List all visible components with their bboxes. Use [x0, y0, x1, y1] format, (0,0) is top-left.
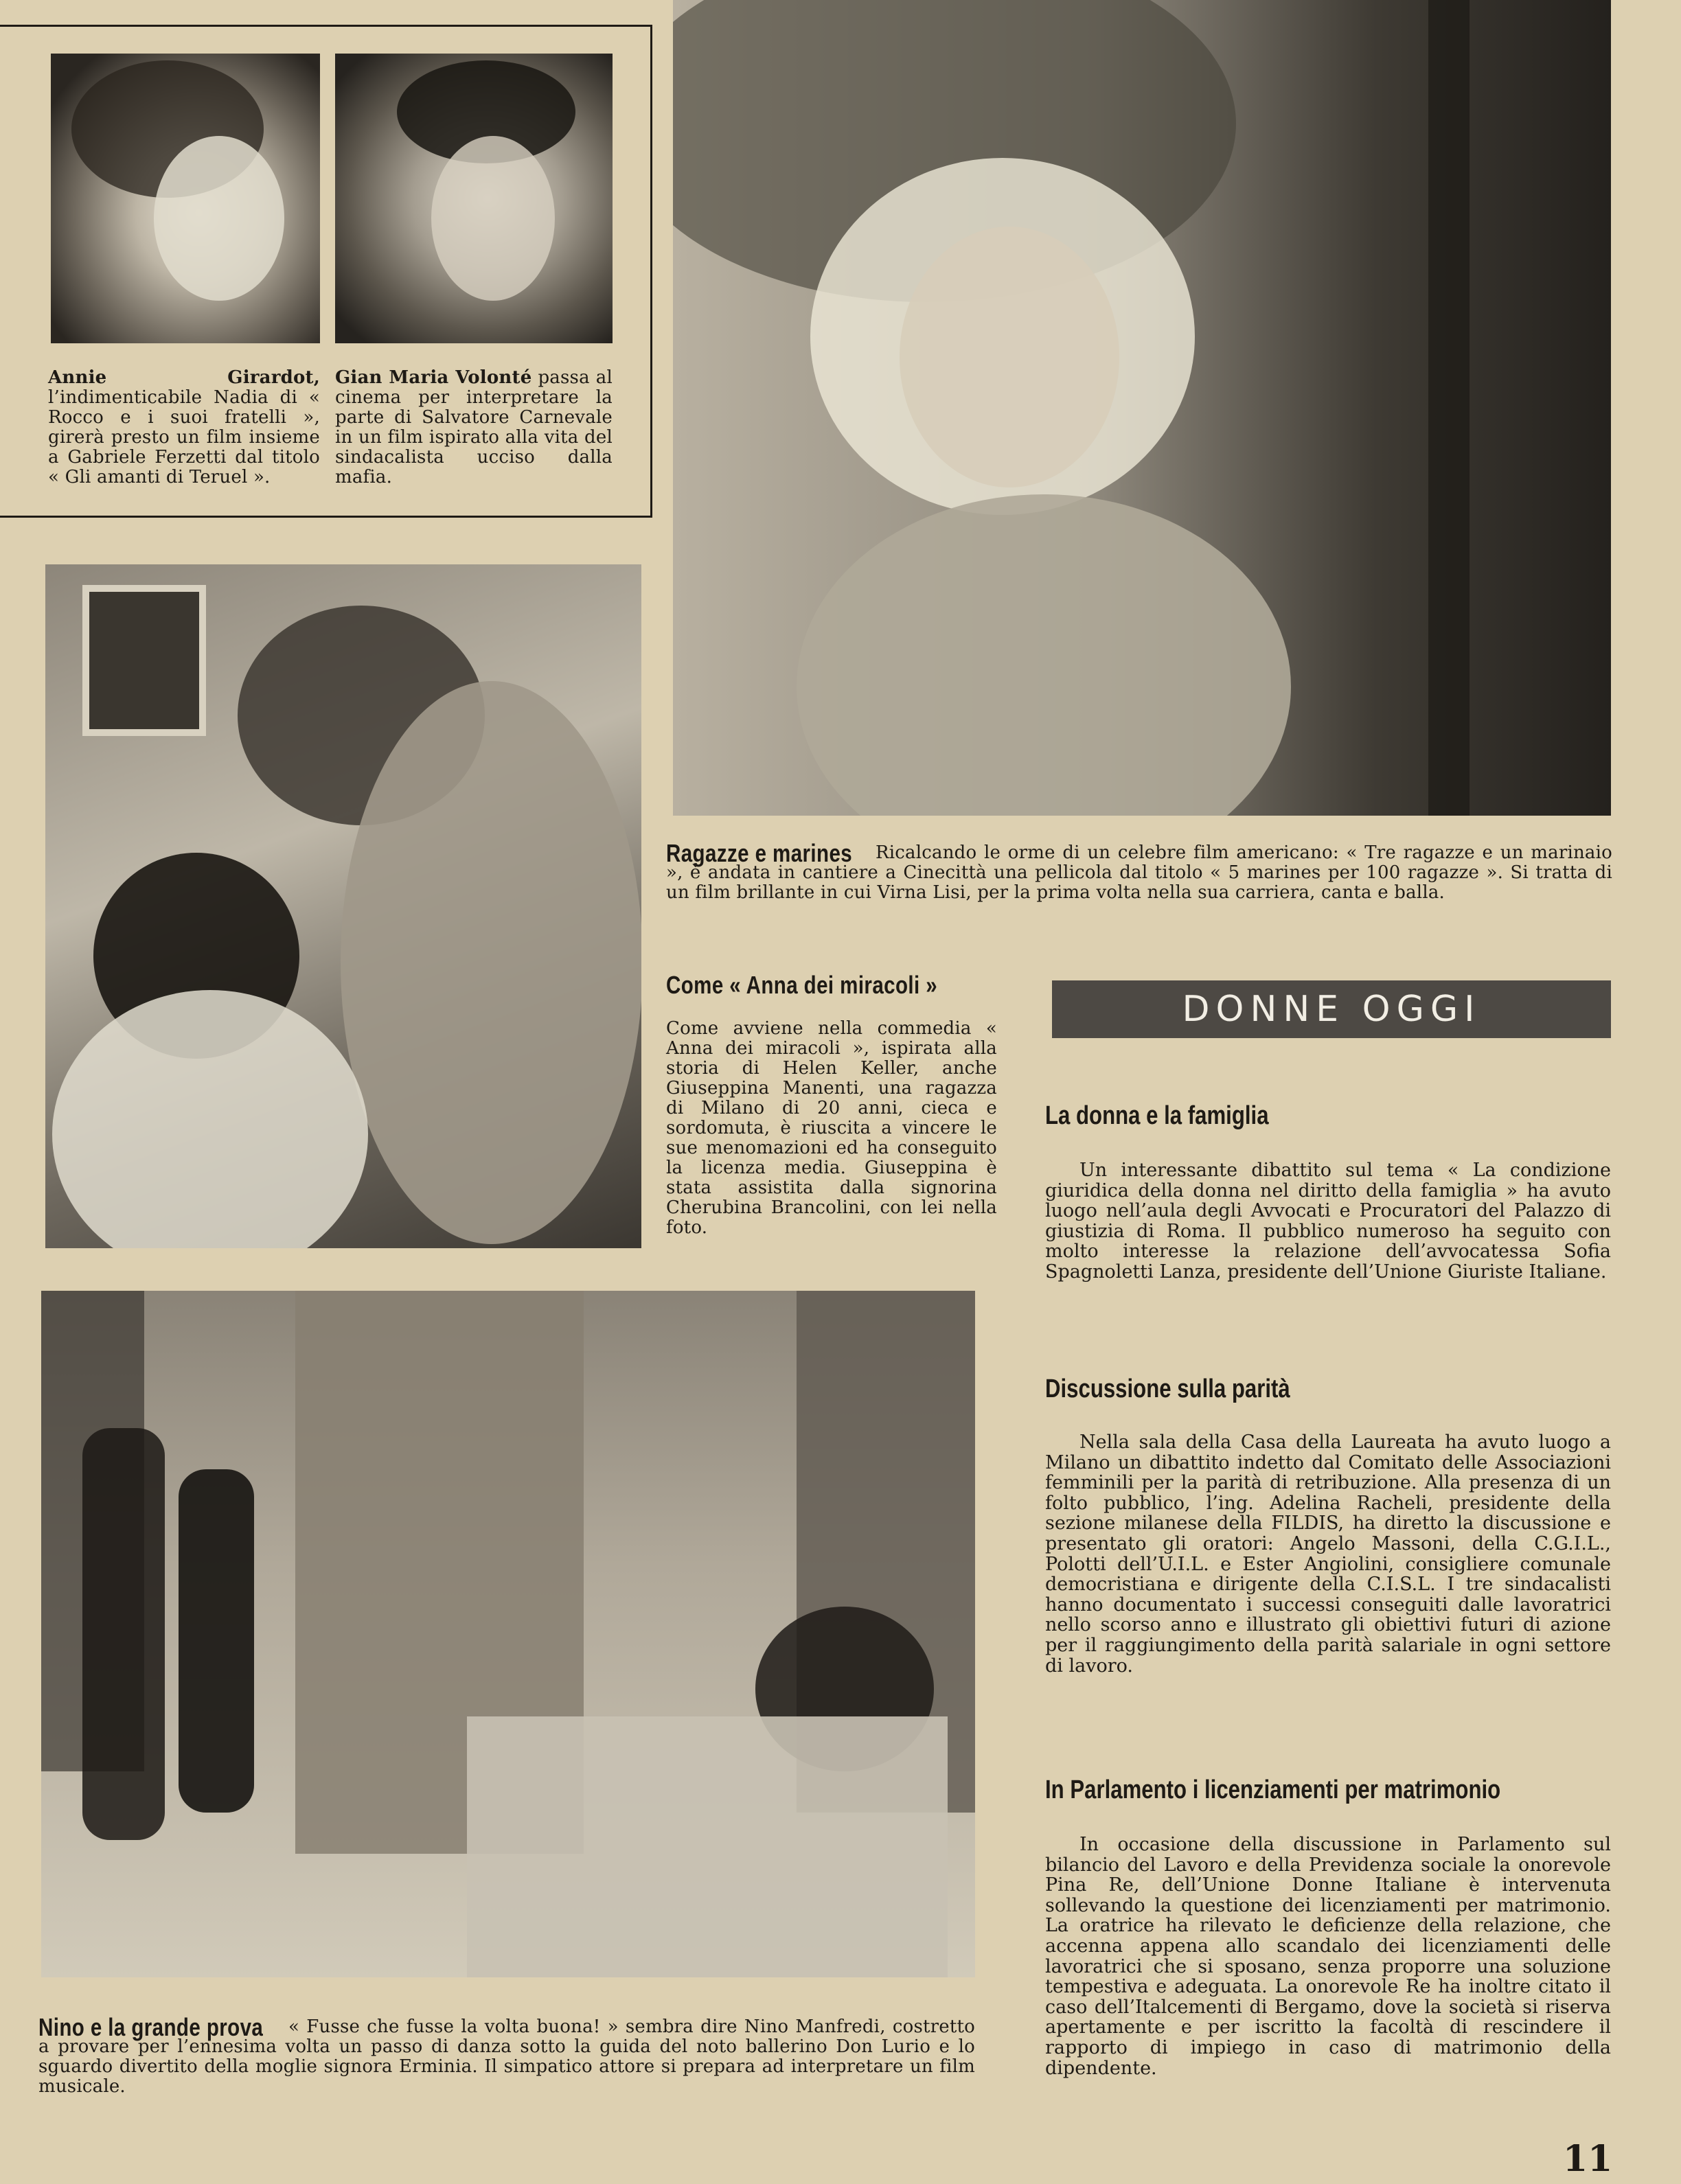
section-banner: DONNE OGGI — [1052, 980, 1611, 1038]
section-title-parlamento: In Parlamento i licenziamenti per matrimonio — [1045, 1775, 1501, 1804]
section-title-famiglia: La donna e la famiglia — [1045, 1101, 1269, 1130]
photo-giuseppina-manenti — [45, 564, 641, 1248]
caption-volonte — [335, 368, 613, 487]
section-text-parlamento: In occasione della discussione in Parlamento sul bilancio del Lavoro e della Previdenza sociale la onorevole Pina Re, dell’Unione Donne Italiane è intervenuta sollevando la questione dei licenziamenti per matrimonio. La oratrice ha rilevato le deficienze della relazione, che accenna appena allo scandalo dei licenziamenti delle lavoratrici che si sposano, senza proporre una soluzione tempestiva e adeguata. La onorevole Re ha inoltre citato il caso dell’Italcementi di Bergamo, dove la società si riserva apertamente e per iscritto la facoltà di rescindere il rapporto di impiego in caso di matrimonio della dipendente. — [1045, 1834, 1611, 2079]
caption-lisi-text: Ricalcando le orme di un celebre film americano: « Tre ragazze e un marinaio », è andata in cantiere a Cinecittà una pellicola dal titolo « 5 marines per 100 ragazze ». Si tratta di un film brillante in cui Virna Lisi, per la prima volta nella sua carriera, canta e balla. — [666, 842, 1612, 903]
caption-volonte-text: passa al cinema per interpretare la parte di Salvatore Carnevale in un film ispirato alla vita del sindacalista ucciso dalla mafia. — [335, 367, 613, 487]
page-number: 11 — [1563, 2138, 1613, 2180]
photo-annie-girardot — [51, 54, 320, 343]
photo-nino-manfredi — [41, 1291, 975, 1977]
section-text-parita: Nella sala della Casa della Laureata ha avuto luogo a Milano un dibattito indetto dal Comitato delle Associazioni femminili per la parità di retribuzione. Alla presenza di un folto pubblico, l’ing. Adelina Racheli, presidente della sezione milanese della FILDIS, ha diretto la discussione e presentato gli oratori: Angelo Massoni, della C.G.I.L., Polotti dell’U.I.L. e Ester Angiolini, consigliere comunale democristiana e dirigente della C.I.S.L. I tre sindacalisti hanno documentato i successi conseguiti dalle lavoratrici nello scorso anno e illustrato gli obiettivi futuri di azione per il raggiungimento della parità salariale in ogni settore di lavoro. — [1045, 1432, 1611, 1677]
caption-girardot-text: l’indimenticabile Nadia di « Rocco e i suoi fratelli », girerà presto un film insieme a Gabriele Ferzetti dal titolo « Gli amanti di Teruel ». — [48, 387, 320, 487]
caption-girardot-name: Annie Girardot, — [48, 367, 320, 388]
caption-nino-title: Nino e la grande prova — [38, 2013, 264, 2041]
photo-gian-maria-volonte — [335, 54, 613, 343]
caption-girardot — [48, 368, 320, 487]
caption-anna-title: Come « Anna dei miracoli » — [666, 971, 938, 999]
section-title-parita: Discussione sulla parità — [1045, 1375, 1290, 1403]
caption-volonte-name: Gian Maria Volonté — [335, 367, 532, 388]
caption-lisi-title: Ragazze e marines — [666, 839, 853, 867]
caption-nino-text: « Fusse che fusse la volta buona! » sembra dire Nino Manfredi, costretto a provare per l’ennesima volta un passo di danza sotto la guida del noto ballerino Don Lurio e lo sguardo divertito della moglie signora Erminia. Il simpatico attore si prepara ad interpretare un film musicale. — [38, 2016, 975, 2097]
photo-virna-lisi — [673, 0, 1611, 816]
section-text-famiglia: Un interessante dibattito sul tema « La condizione giuridica della donna nel diritto della famiglia » ha avuto luogo nell’aula degli Avvocati e Procuratori del Palazzo di giustizia di Roma. Il pubblico numeroso ha seguito con molto interesse la relazione dell’avvocatessa Sofia Spagnoletti Lanza, presidente dell’Unione Giuriste Italiane. — [1045, 1160, 1611, 1283]
caption-anna-text: Come avviene nella commedia « Anna dei miracoli », ispirata alla storia di Helen Keller, anche Giuseppina Manenti, una ragazza di Milano di 20 anni, cieca e sordomuta, è riuscita a vincere le sue menomazioni ed ha conseguito la licenza media. Giuseppina è stata assistita dalla signorina Cherubina Brancolini, con lei nella foto. — [666, 1018, 997, 1238]
